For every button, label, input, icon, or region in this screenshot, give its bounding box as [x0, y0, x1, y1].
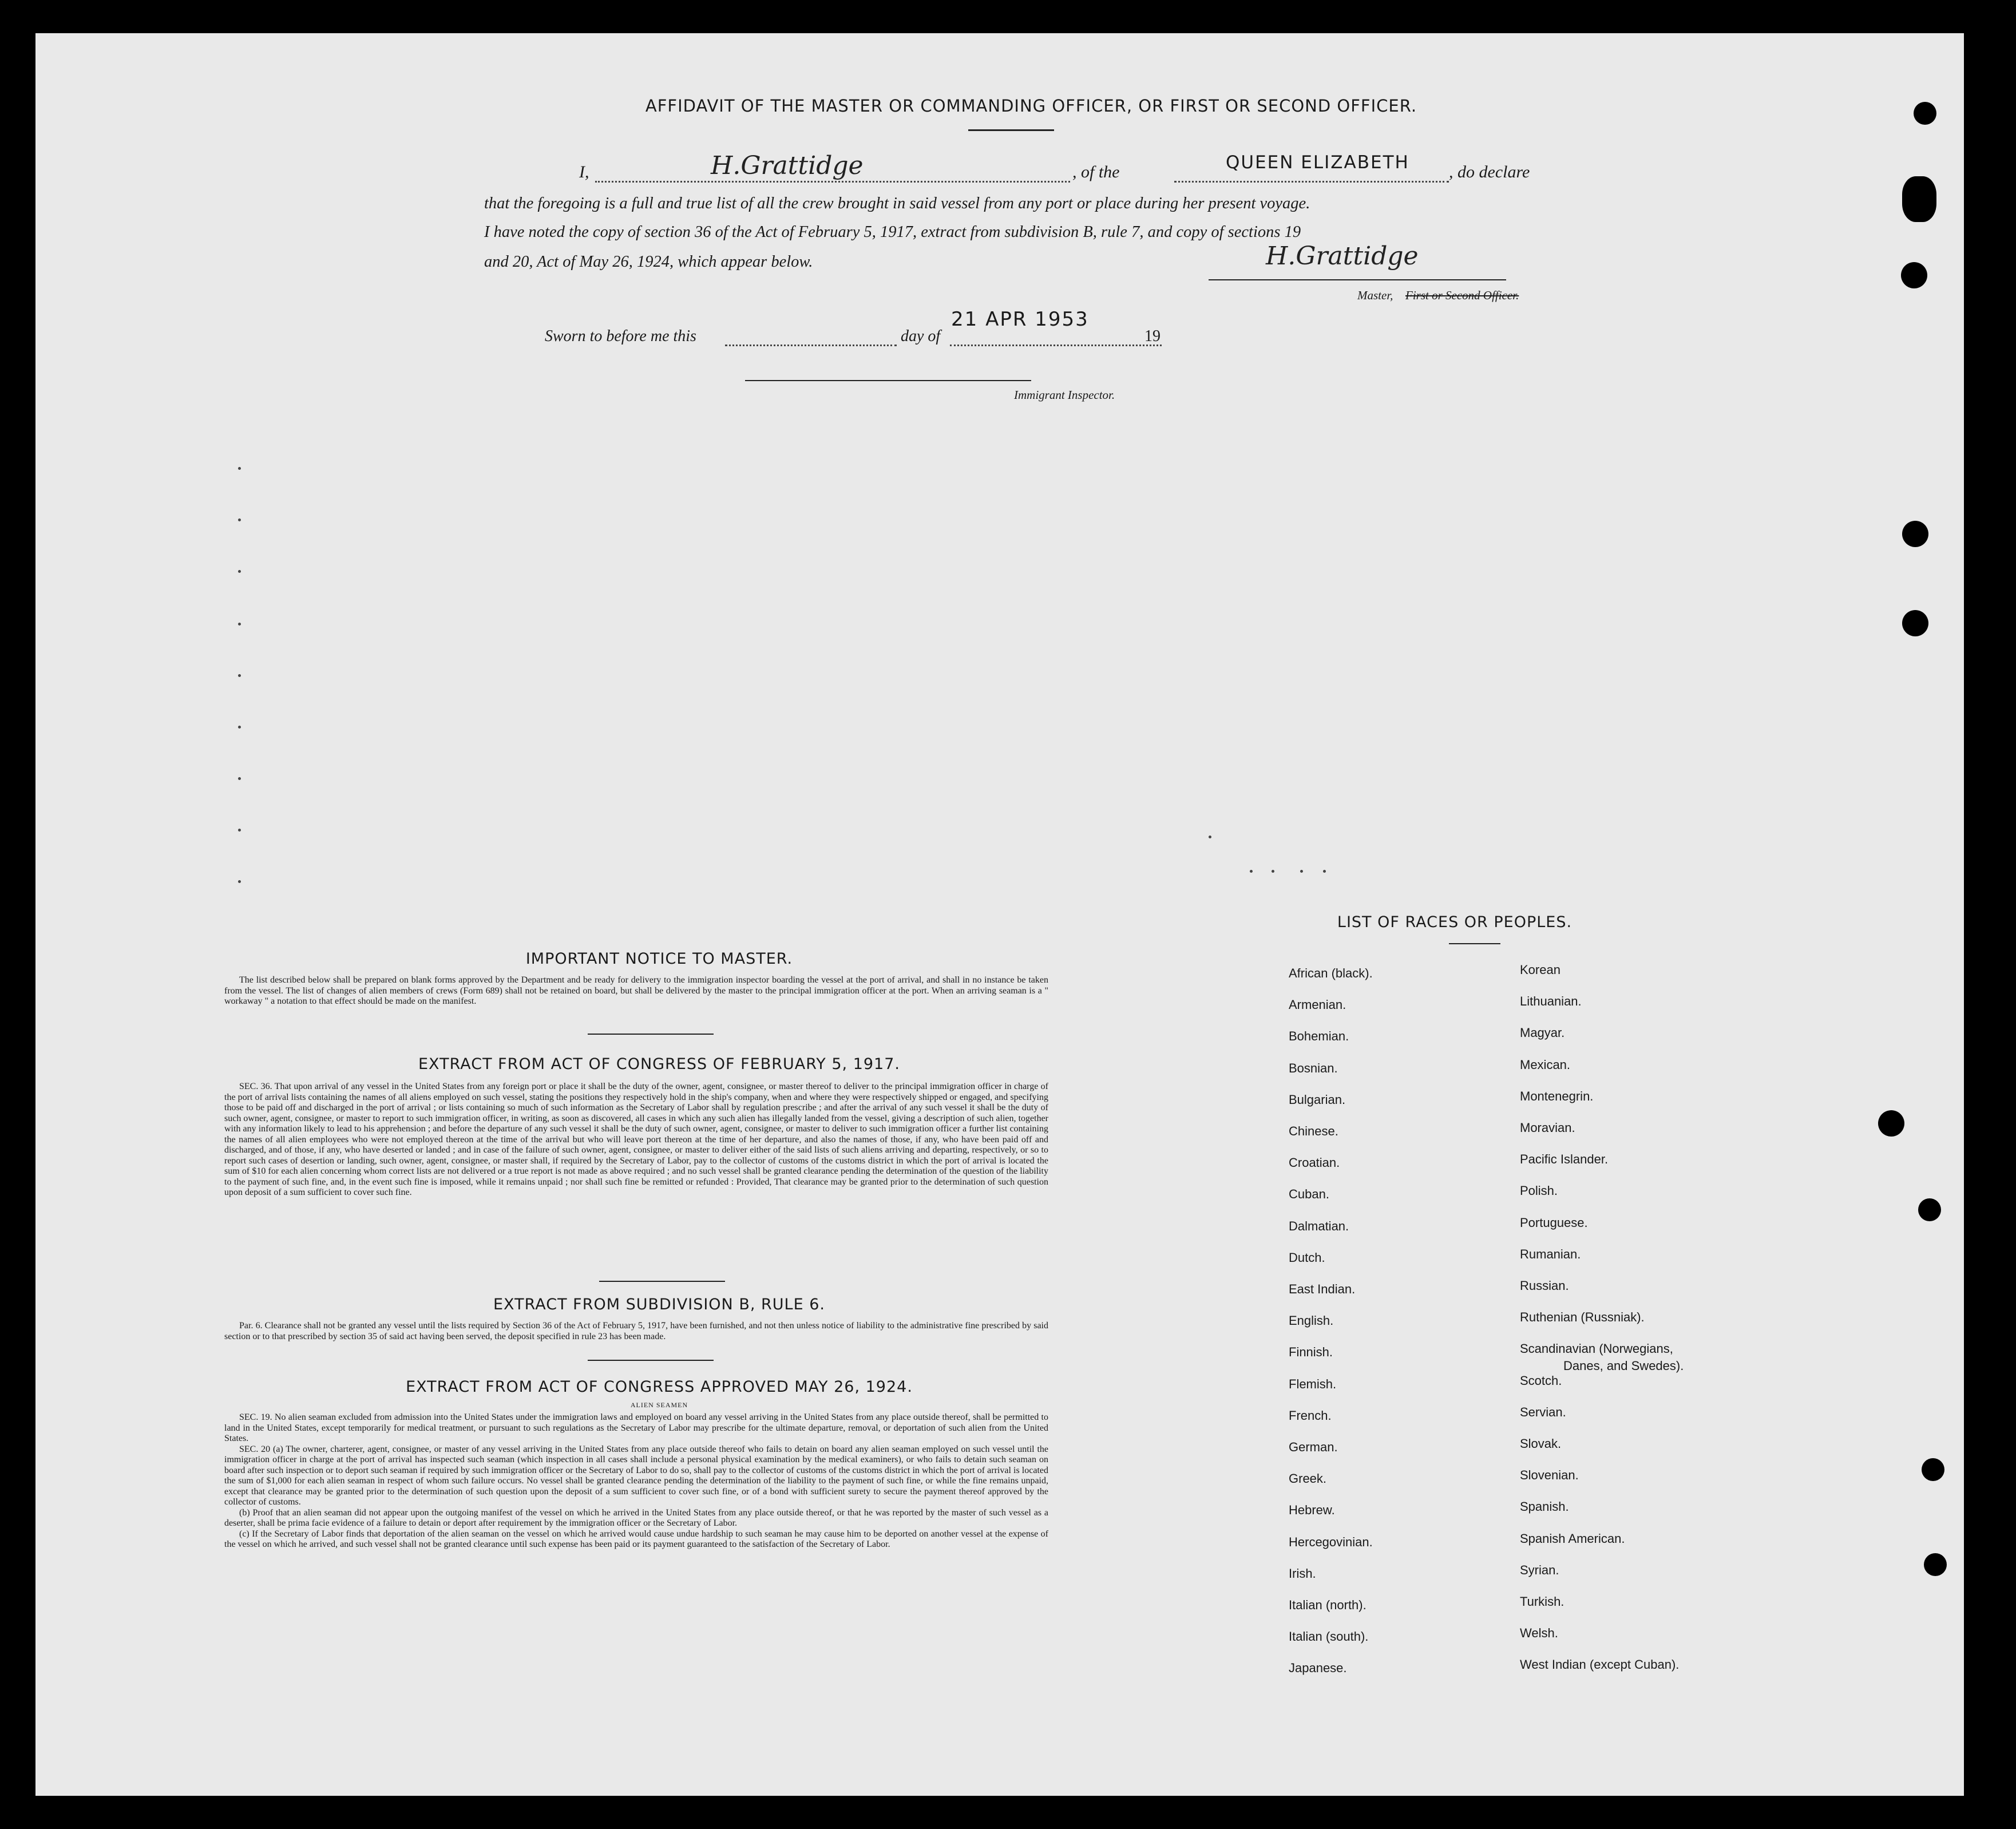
sec20c-paragraph: (c) If the Secretary of Labor finds that deportation of the alien seaman on the vessel on which he arrived would cause undue hardship to such seaman he may cause him to be deported on another vessel at the expense of the vessel on which he arrived, and such vessel shall not be granted clearance until such expense has been paid or its payment guaranteed to the satisfaction of the Secretary of Labor. [224, 1529, 1048, 1549]
extract-1917-title: EXTRACT FROM ACT OF CONGRESS OF FEBRUARY 5, 1917. [418, 1055, 900, 1073]
sec20b-paragraph: (b) Proof that an alien seaman did not appear upon the outgoing manifest of the vessel on which he arrived in the United States from any place outside thereof, or that he was reported by the master of such vessel as a deserter, shall be prima facie evidence of a failure to detain or deport after requirement by the immigration officer or the Secretary of Labor. [224, 1507, 1048, 1528]
race-right-item: Moravian. [1520, 1121, 1575, 1135]
declaration-line-4: and 20, Act of May 26, 1924, which appear below. [484, 253, 813, 271]
race-left-item: Italian (north). [1289, 1598, 1367, 1612]
par6-paragraph: Par. 6. Clearance shall not be granted any vessel until the lists required by Section 36 of the Act of February 5, 1917, have been furnished, and not then unless notice of liability to the administrative fine prescribed by said section or to that prescribed by section 35 of said act having been served, the deposit specified in rule 23 has been made. [224, 1321, 1048, 1341]
alien-seamen-subtitle: ALIEN SEAMEN [630, 1401, 688, 1409]
race-left-item: Italian (south). [1289, 1629, 1369, 1644]
extract-1917-body [224, 1082, 1048, 1198]
race-right-item: Montenegrin. [1520, 1088, 1594, 1103]
sworn-month-line [950, 345, 1162, 346]
sworn-day-line [725, 345, 897, 346]
race-left-item: African (black). [1289, 966, 1373, 980]
race-right-item: Korean [1520, 963, 1560, 977]
declaration-line-2: that the foregoing is a full and true list of all the crew brought in said vessel from any port or place during her present voyage. [484, 195, 1310, 212]
master-signature-repeat: H.Grattidge [1266, 242, 1419, 271]
punch-hole [1901, 262, 1927, 288]
do-declare-label: , do declare [1449, 163, 1530, 181]
race-left-item: Dalmatian. [1289, 1218, 1349, 1233]
race-right-item: Syrian. [1520, 1562, 1559, 1577]
master-signature: H.Grattidge [711, 151, 864, 180]
title-underline [968, 129, 1054, 131]
punch-hole [1914, 102, 1936, 125]
race-left-item: Dutch. [1289, 1250, 1325, 1265]
mark [1300, 870, 1303, 873]
separator [599, 1281, 725, 1282]
signature-line [1209, 279, 1506, 280]
vessel-dotted-line [1174, 181, 1449, 183]
race-left-item: Bulgarian. [1289, 1092, 1346, 1107]
race-right-item: Slovenian. [1520, 1468, 1579, 1483]
extract-1924-title: EXTRACT FROM ACT OF CONGRESS APPROVED MAY 26, 1924. [406, 1378, 913, 1396]
date-stamp: 21 APR 1953 [951, 308, 1089, 331]
race-left-item: East Indian. [1289, 1282, 1356, 1296]
sworn-label: Sworn to before me this [545, 327, 696, 345]
race-right-item: Welsh. [1520, 1626, 1558, 1641]
mark [1209, 836, 1211, 838]
subdivision-b-body [224, 1321, 1048, 1342]
inspector-label: Immigrant Inspector. [1014, 388, 1115, 402]
mark [1323, 870, 1326, 873]
notice-paragraph: The list described below shall be prepared on blank forms approved by the Department and be ready for delivery to the immigration inspector boarding the vessel at the port of arrival, and shall in no instance be taken from the vessel. The list of changes of alien members of crews (Form 689) shall not be retained on board, but shall be delivered by the master to the principal immigration officer at the port. When an arriving seaman is a " workaway " a notation to that effect should be made on the manifest. [224, 975, 1048, 1006]
punch-hole [1924, 1553, 1947, 1576]
punch-hole [1902, 176, 1936, 222]
mark [238, 880, 241, 883]
punch-hole [1922, 1458, 1944, 1481]
race-left-item: German. [1289, 1440, 1338, 1454]
race-right-item: Pacific Islander. [1520, 1152, 1609, 1167]
mark [238, 570, 241, 573]
race-right-item: Servian. [1520, 1404, 1566, 1419]
race-left-item: English. [1289, 1313, 1334, 1328]
master-label: Master, [1357, 288, 1393, 302]
mark [1250, 870, 1253, 873]
races-underline [1449, 943, 1500, 944]
sec19-paragraph: SEC. 19. No alien seaman excluded from admission into the United States under the immigration laws and employed on board any vessel arriving in the United States from any place outside thereof, shall be permitted to land in the United States, except temporarily for medical treatment, or pursuant to such regulations as the Secretary of Labor may prescribe for the ultimate departure, removal, or deportation of such alien from the United States. [224, 1412, 1048, 1443]
mark [238, 674, 241, 677]
declaration-line-3: I have noted the copy of section 36 of the Act of February 5, 1917, extract from subdivision B, rule 7, and copy of sections 19 [484, 223, 1301, 241]
subdivision-b-title: EXTRACT FROM SUBDIVISION B, RULE 6. [493, 1296, 825, 1313]
race-left-item: Finnish. [1289, 1345, 1333, 1360]
race-right-item: Mexican. [1520, 1057, 1571, 1072]
mark [238, 467, 241, 470]
inspector-line [745, 380, 1031, 381]
race-right-item: Ruthenian (Russniak). [1520, 1310, 1645, 1325]
mark [238, 829, 241, 832]
race-left-item: Hebrew. [1289, 1503, 1335, 1518]
mark [238, 623, 241, 625]
separator [588, 1034, 714, 1035]
of-the-label: , of the [1072, 163, 1120, 181]
sec20a-paragraph: SEC. 20 (a) The owner, charterer, agent, consignee, or master of any vessel arriving in the United States from any place outside thereof who fails to detain on board any alien seaman employed on such vessel until the immigration officer in charge at the port of arrival has inspected such seaman (which inspection in all cases shall include a personal physical examination by the medical examiners), or who fails to detain such seaman on board after such inspection or to deport such seaman if required by such immigration officer or the Secretary of Labor to do so, shall pay to the collector of customs of the customs district in which the port of arrival is located the sum of $1,000 for each alien seaman in respect of whom such failure occurs. No vessel shall be granted clearance pending the determination of the liability to the payment of such fine, or while the fine remains unpaid, except that clearance may be granted prior to the determination of such question upon the deposit of a sum sufficient to cover such fine, or of a bond with sufficient surety to secure the payment thereof approved by the collector of customs. [224, 1444, 1048, 1507]
mark [238, 777, 241, 780]
race-left-item: Bohemian. [1289, 1029, 1349, 1044]
race-right-item: Magyar. [1520, 1026, 1565, 1040]
race-right-item: Russian. [1520, 1278, 1569, 1293]
race-right-item: Turkish. [1520, 1594, 1565, 1609]
extract-1924-body [224, 1412, 1048, 1550]
i-label: I, [579, 163, 589, 181]
sec36-paragraph: SEC. 36. That upon arrival of any vessel in the United States from any foreign port or place it shall be the duty of the owner, agent, consignee, or master thereof to deliver to the principal immigration officer in charge of the port of arrival lists containing the names of all aliens employed on such vessel, stating the positions they respectively hold in the ship's company, when and where they were respectively shipped or engaged, and specifying those to be paid off and discharged in the port of arrival ; or lists containing so much of such information as the Secretary of Labor shall by regulation prescribe ; and after the arrival of any such vessel it shall be the duty of such owner, agent, consignee, or master to report to such immigration officer, in writing, as soon as discovered, all cases in which any such alien has illegally landed from the vessel, giving a description of such alien, together with any information likely to lead to his apprehension ; and before the departure of any such vessel it shall be the duty of such owner, agent, consignee, or master to deliver to such immigration officer a further list containing the names of all alien employees who were not employed thereon at the time of the arrival but who will leave port thereon at the time of her departure, and also the names of those, if any, who have been paid off and discharged, and of those, if any, who have deserted or landed ; and in case of the failure of such owner, agent, consignee, or master to deliver either of the said lists of such aliens arriving and departing, respectively, or so to report such cases of desertion or landing, such owner, agent, consignee, or master shall, if required by the Secretary of Labor, pay to the collector of customs of the customs district in which the port of arrival is located the sum of $10 for each alien concerning whom correct lists are not delivered or a true report is not made as above required ; and no such vessel shall be granted clearance pending the determination of the question of the liability to the payment of such fine, and, in the event such fine is imposed, while it remains unpaid ; nor shall such fine be remitted or refunded : Provided, That clearance may be granted prior to the determination of such question upon deposit of a sum sufficient to cover such fine. [224, 1082, 1048, 1197]
races-title: LIST OF RACES OR PEOPLES. [1337, 913, 1573, 931]
race-right-item: Spanish American. [1520, 1531, 1625, 1546]
race-right-item: Portuguese. [1520, 1215, 1588, 1230]
notice-title: IMPORTANT NOTICE TO MASTER. [525, 950, 793, 968]
race-right-item: Lithuanian. [1520, 994, 1582, 1009]
day-of-label: day of [901, 327, 941, 345]
race-left-item: Greek. [1289, 1471, 1327, 1486]
separator [588, 1360, 714, 1361]
notice-body [224, 975, 1048, 1007]
officer-struck-label: First or Second Officer. [1405, 288, 1519, 302]
race-right-item: Rumanian. [1520, 1246, 1581, 1261]
race-right-item: Slovak. [1520, 1436, 1562, 1451]
race-left-item: Bosnian. [1289, 1060, 1338, 1075]
race-right-item: Scotch. [1520, 1373, 1562, 1388]
mark [238, 518, 241, 521]
punch-hole [1878, 1110, 1904, 1137]
year-prefix: 19 [1144, 327, 1161, 345]
race-left-item: Chinese. [1289, 1124, 1338, 1138]
race-left-item: French. [1289, 1408, 1332, 1423]
mark [1272, 870, 1274, 873]
affidavit-title: AFFIDAVIT OF THE MASTER OR COMMANDING OFFICER, OR FIRST OR SECOND OFFICER. [645, 96, 1417, 116]
punch-hole [1902, 521, 1928, 547]
race-left-item: Flemish. [1289, 1376, 1337, 1391]
mark [238, 726, 241, 729]
race-left-item: Armenian. [1289, 997, 1346, 1012]
race-right-item: Polish. [1520, 1183, 1558, 1198]
name-dotted-line [595, 181, 1070, 183]
race-left-item: Irish. [1289, 1566, 1316, 1581]
race-right-item: Spanish. [1520, 1499, 1569, 1514]
race-left-item: Croatian. [1289, 1155, 1340, 1170]
punch-hole [1902, 610, 1928, 636]
race-left-item: Hercegovinian. [1289, 1534, 1373, 1549]
race-right-item: West Indian (except Cuban). [1520, 1657, 1680, 1672]
race-right-continuation: Danes, and Swedes). [1563, 1359, 1684, 1373]
punch-hole [1918, 1198, 1941, 1221]
vessel-name: QUEEN ELIZABETH [1226, 152, 1409, 173]
document-page [35, 33, 1964, 1796]
race-right-item: Scandinavian (Norwegians, [1520, 1341, 1673, 1356]
race-left-item: Cuban. [1289, 1187, 1329, 1202]
race-left-item: Japanese. [1289, 1661, 1347, 1676]
